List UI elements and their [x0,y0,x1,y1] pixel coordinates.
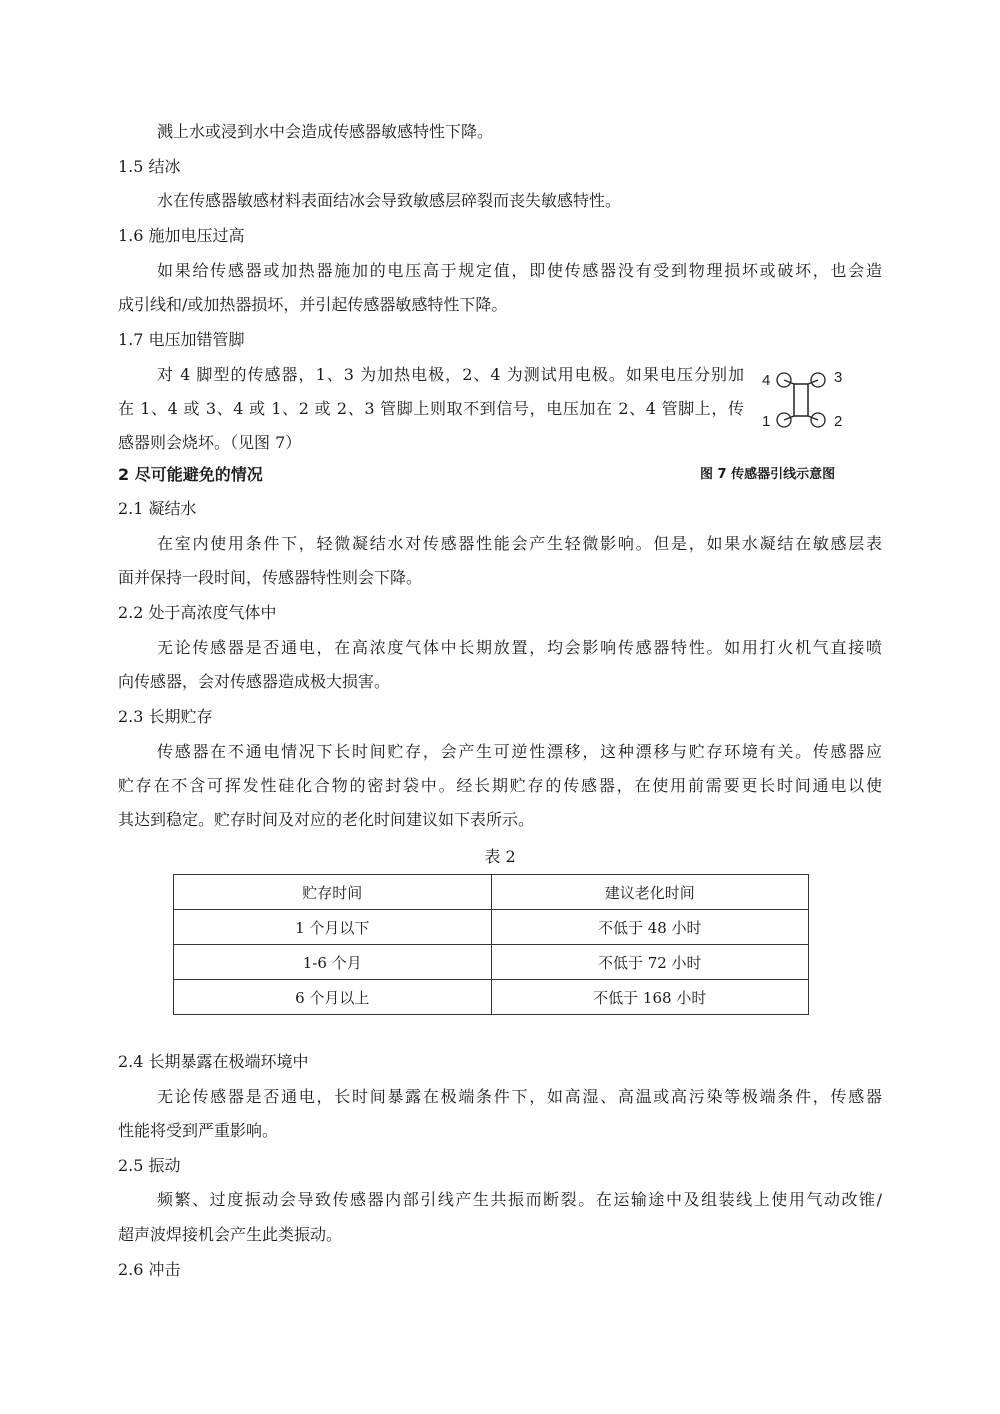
section-heading-2-1: 2.1 凝结水 [118,499,197,518]
text-line: 向传感器，会对传感器造成极大损害。 [118,672,391,691]
column-header: 贮存时间 [174,875,492,910]
lead-wire [808,416,818,420]
table-cell: 不低于 48 小时 [491,910,809,945]
figure-caption: 图 7 传感器引线示意图 [700,467,836,482]
text-line: 贮存在不含可挥发性硅化合物的密封袋中。经长期贮存的传感器，在使用前需要更长时间通电以使 [118,776,882,795]
section-heading-2-3: 2.3 长期贮存 [118,707,213,726]
text-line: 对 4 脚型的传感器，1、3 为加热电极，2、4 为测试用电极。如果电压分别加 [157,365,744,384]
text-line: 如果给传感器或加热器施加的电压高于规定值，即使传感器没有受到物理损坏或破坏，也会造 [157,261,882,280]
text-line: 性能将受到严重影响。 [118,1121,279,1140]
text-line: 面并保持一段时间，传感器特性则会下降。 [118,568,423,587]
text-line: 无论传感器是否通电，长时间暴露在极端条件下，如高湿、高温或高污染等极端条件，传感器 [157,1087,882,1106]
lead-wire [808,380,818,384]
pin-label-2: 2 [834,413,843,430]
text-line: 水在传感器敏感材料表面结冰会导致敏感层碎裂而丧失敏感特性。 [157,191,622,210]
lead-wire [784,380,794,384]
section-heading-1-7: 1.7 电压加错管脚 [118,330,245,349]
table-cell: 不低于 168 小时 [491,980,809,1015]
table-cell: 不低于 72 小时 [491,945,809,980]
section-heading-2-4: 2.4 长期暴露在极端环境中 [118,1052,309,1071]
table-cell: 1 个月以下 [174,910,492,945]
text-line: 在 1、4 或 3、4 或 1、2 或 2、3 管脚上则取不到信号，电压加在 2、4 管脚上，传 [118,399,744,418]
section-heading-1-6: 1.6 施加电压过高 [118,226,245,245]
section-heading-2-5: 2.5 振动 [118,1156,181,1175]
column-header: 建议老化时间 [491,875,809,910]
text-line: 超声波焊接机会产生此类振动。 [118,1225,343,1244]
section-heading-2: 2 尽可能避免的情况 [118,465,263,484]
lead-wire [784,416,794,420]
text-line: 传感器在不通电情况下长时间贮存，会产生可逆性漂移，这种漂移与贮存环境有关。传感器应 [157,742,882,761]
table-cell: 6 个月以上 [174,980,492,1015]
aging-time-table [173,874,809,1015]
table-header-row [174,875,809,910]
table-row [174,945,809,980]
text-line: 成引线和/或加热器损坏，并引起传感器敏感特性下降。 [118,295,508,314]
section-heading-2-2: 2.2 处于高浓度气体中 [118,603,277,622]
text-line: 其达到稳定。贮存时间及对应的老化时间建议如下表所示。 [118,810,535,829]
sensor-element [794,384,808,416]
text-line: 在室内使用条件下，轻微凝结水对传感器性能会产生轻微影响。但是，如果水凝结在敏感层表 [157,534,882,553]
sensor-pin-diagram [756,360,856,430]
text-line: 无论传感器是否通电，在高浓度气体中长期放置，均会影响传感器特性。如用打火机气直接喷 [157,638,882,657]
table-caption: 表 2 [484,847,516,866]
section-heading-1-5: 1.5 结冰 [118,157,181,176]
text-line: 感器则会烧坏。（见图 7） [118,433,302,452]
pin-label-3: 3 [834,369,843,386]
table-row [174,910,809,945]
pin-label-1: 1 [762,413,771,430]
text-line: 溅上水或浸到水中会造成传感器敏感特性下降。 [157,122,494,141]
pin-label-4: 4 [762,372,771,389]
table-row [174,980,809,1015]
table-cell: 1-6 个月 [174,945,492,980]
text-line: 频繁、过度振动会导致传感器内部引线产生共振而断裂。在运输途中及组装线上使用气动改锥/ [157,1190,882,1209]
section-heading-2-6: 2.6 冲击 [118,1260,181,1279]
